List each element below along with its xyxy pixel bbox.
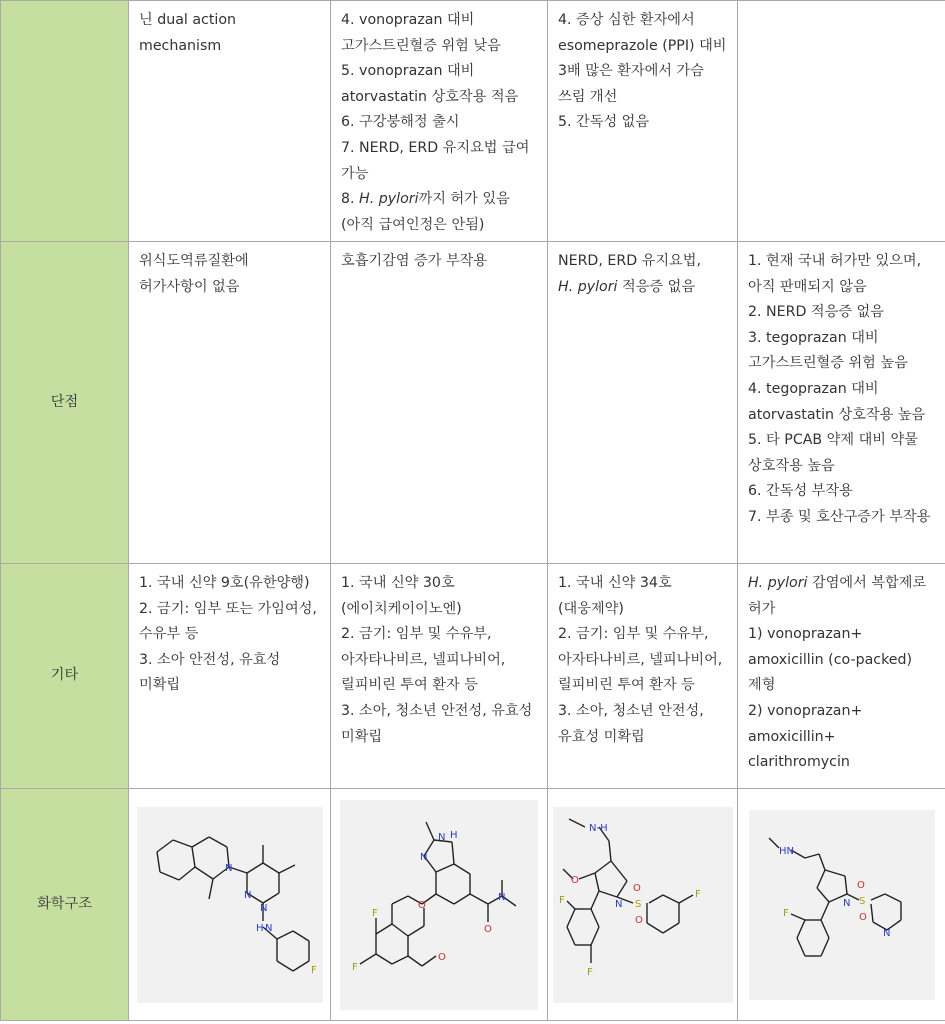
chemical-structure-image (137, 807, 323, 1003)
cell-adv-col1: 닌 dual action mechanism (129, 1, 331, 242)
svg-text:N: N (882, 927, 890, 939)
row-label-disadvantages: 단점 (1, 242, 129, 564)
svg-text:O: O (484, 923, 492, 935)
italic-species: H. pylori (359, 191, 419, 208)
svg-text:O: O (570, 874, 579, 886)
cell-structure-col2 (331, 789, 548, 1021)
cell-etc-col4: H. pylori 감염에서 복합제로 허가 1) vonoprazan+ amoxicillin (co-packed) 제형 2) vonoprazan+ amoxicillin+ clarithromycin (738, 564, 945, 789)
svg-text:N: N (842, 897, 850, 909)
svg-text:H: H (450, 829, 458, 841)
row-structure (1, 789, 945, 1021)
italic-species: H. pylori (748, 575, 808, 591)
cell-structure-col1 (129, 789, 331, 1021)
svg-text:N: N (224, 862, 232, 874)
svg-text:S: S (634, 898, 641, 910)
svg-text:N: N (498, 891, 506, 903)
svg-text:F: F (558, 894, 565, 906)
svg-text:N: N (438, 831, 446, 843)
svg-text:O: O (438, 951, 446, 963)
cell-etc-col2: 1. 국내 신약 30호(에이치케이이노엔) 2. 금기: 임부 및 수유부, 아자타나비르, 넬피나비어, 릴피비린 투여 환자 등 3. 소아, 청소년 안전성, 유효성 미확립 (331, 564, 548, 789)
row-label-etc: 기타 (1, 564, 129, 789)
row-etc (1, 564, 945, 789)
svg-text:H: H (255, 922, 264, 934)
svg-text:O: O (632, 882, 641, 894)
svg-text:N: N (264, 922, 272, 934)
svg-text:O: O (418, 899, 426, 911)
svg-text:HN: HN (778, 845, 794, 857)
svg-text:S: S (858, 895, 865, 907)
svg-text:N: N (243, 889, 251, 901)
svg-text:F: F (310, 964, 317, 976)
cell-etc-col3: 1. 국내 신약 34호(대웅제약) 2. 금기: 임부 및 수유부, 아자타나비르, 넬피나비어, 릴피비린 투여 환자 등 3. 소아, 청소년 안전성, 유효성 미확립 (548, 564, 738, 789)
cell-cons-col4: 1. 현재 국내 허가만 있으며, 아직 판매되지 않음 2. NERD 적응증 없음 3. tegoprazan 대비 고가스트린혈증 위험 높음 4. tegoprazan 대비 atorvastatin 상호작용 높음 5. 타 PCAB 약제 대비 약물 상호작용 높음 6. 간독성 부작용 7. 부종 및 호산구증가 부작용 (738, 242, 945, 564)
svg-text:F: F (352, 961, 358, 973)
row-advantages-continued (1, 1, 945, 242)
cell-cons-col1: 위식도역류질환에 허가사항이 없음 (129, 242, 331, 564)
svg-text:F: F (694, 888, 701, 900)
cell-cons-col2: 호흡기감염 증가 부작용 (331, 242, 548, 564)
cell-adv-col2: 4. vonoprazan 대비 고가스트린혈증 위험 낮음 5. vonoprazan 대비 atorvastatin 상호작용 적음 6. 구강붕해정 출시 7. NERD, ERD 유지요법 급여 가능 8. H. pylori까지 허가 있음 (아직 급여인정은 안됨) (331, 1, 548, 242)
cell-etc-col1: 1. 국내 신약 9호(유한양행) 2. 금기: 임부 또는 가임여성, 수유부 등 3. 소아 안전성, 유효성 미확립 (129, 564, 331, 789)
svg-text:O: O (858, 911, 867, 923)
cell-adv-col4 (738, 1, 945, 242)
svg-text:F: F (586, 966, 593, 978)
row-label-structure: 화학구조 (1, 789, 129, 1021)
chemical-structure-image (749, 810, 935, 1000)
svg-text:O: O (856, 879, 865, 891)
svg-text:F: F (372, 907, 378, 919)
cell-structure-col4 (738, 789, 945, 1021)
svg-text:N: N (259, 902, 267, 914)
svg-text:N: N (614, 898, 622, 910)
svg-text:N-H: N-H (588, 822, 608, 834)
row-disadvantages (1, 242, 945, 564)
cell-cons-col3: NERD, ERD 유지요법, H. pylori 적응증 없음 (548, 242, 738, 564)
chemical-structure-image (553, 807, 733, 1003)
svg-text:O: O (634, 914, 643, 926)
svg-text:N: N (420, 851, 428, 863)
italic-species: H. pylori (558, 278, 618, 295)
cell-structure-col3 (548, 789, 738, 1021)
chemical-structure-image (340, 800, 538, 1010)
cell-adv-col3: 4. 증상 심한 환자에서 esomeprazole (PPI) 대비 3배 많은 환자에서 가슴 쓰림 개선 5. 간독성 없음 (548, 1, 738, 242)
row-label-empty (1, 1, 129, 242)
svg-text:F: F (782, 907, 789, 919)
